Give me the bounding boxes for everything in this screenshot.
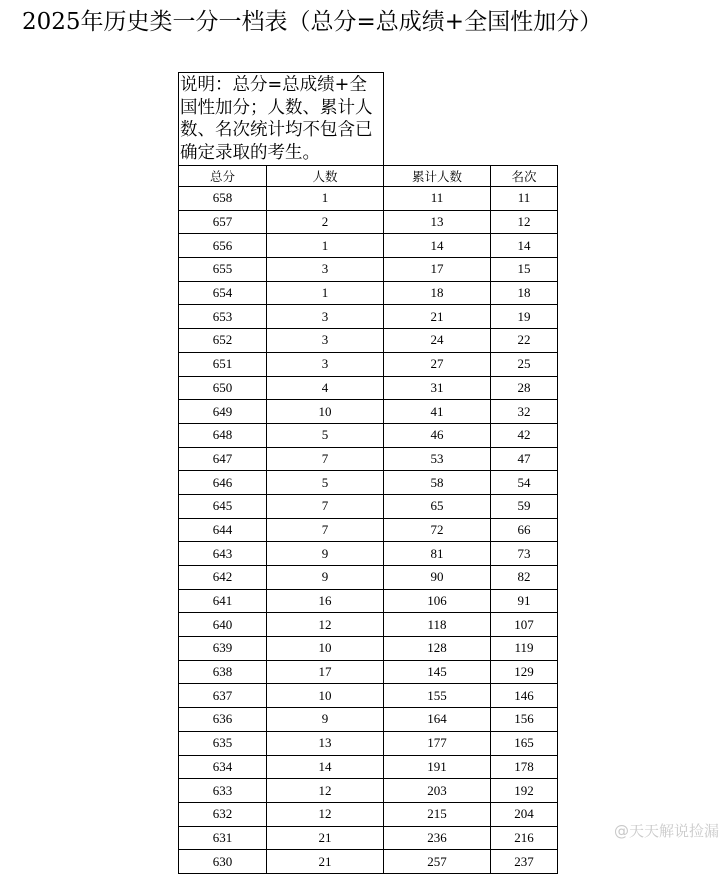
score-cell: 633 — [179, 779, 267, 803]
cumulative-cell: 53 — [384, 447, 491, 471]
score-table — [178, 72, 558, 874]
count-cell: 10 — [267, 684, 384, 708]
score-cell: 651 — [179, 352, 267, 376]
score-cell: 631 — [179, 826, 267, 850]
table-row — [179, 376, 558, 400]
table-row — [179, 684, 558, 708]
score-cell: 635 — [179, 731, 267, 755]
rank-cell: 216 — [491, 826, 558, 850]
cumulative-cell: 72 — [384, 518, 491, 542]
score-cell: 653 — [179, 305, 267, 329]
table-row — [179, 542, 558, 566]
score-cell: 630 — [179, 850, 267, 874]
score-cell: 636 — [179, 708, 267, 732]
count-cell: 3 — [267, 352, 384, 376]
rank-cell: 54 — [491, 471, 558, 495]
count-cell: 10 — [267, 637, 384, 661]
cumulative-cell: 118 — [384, 613, 491, 637]
cumulative-cell: 27 — [384, 352, 491, 376]
rank-cell: 129 — [491, 660, 558, 684]
rank-cell: 66 — [491, 518, 558, 542]
rank-cell: 156 — [491, 708, 558, 732]
count-cell: 14 — [267, 755, 384, 779]
count-cell: 3 — [267, 305, 384, 329]
rank-cell: 146 — [491, 684, 558, 708]
score-cell: 655 — [179, 258, 267, 282]
count-cell: 9 — [267, 542, 384, 566]
cumulative-cell: 41 — [384, 400, 491, 424]
rank-cell: 237 — [491, 850, 558, 874]
cumulative-cell: 215 — [384, 802, 491, 826]
cumulative-cell: 164 — [384, 708, 491, 732]
count-cell: 1 — [267, 187, 384, 211]
table-row — [179, 281, 558, 305]
score-cell: 654 — [179, 281, 267, 305]
rank-cell: 14 — [491, 234, 558, 258]
rank-cell: 22 — [491, 329, 558, 353]
score-cell: 657 — [179, 210, 267, 234]
rank-cell: 19 — [491, 305, 558, 329]
cumulative-cell: 155 — [384, 684, 491, 708]
table-row — [179, 779, 558, 803]
cumulative-cell: 203 — [384, 779, 491, 803]
count-cell: 21 — [267, 826, 384, 850]
blank-cell — [384, 73, 558, 166]
table-row — [179, 352, 558, 376]
count-cell: 1 — [267, 234, 384, 258]
count-cell: 12 — [267, 779, 384, 803]
count-cell: 12 — [267, 613, 384, 637]
score-cell: 634 — [179, 755, 267, 779]
table-row — [179, 708, 558, 732]
count-cell: 7 — [267, 518, 384, 542]
score-cell: 647 — [179, 447, 267, 471]
cumulative-cell: 81 — [384, 542, 491, 566]
score-cell: 638 — [179, 660, 267, 684]
rank-cell: 204 — [491, 802, 558, 826]
header-row — [179, 166, 558, 187]
table-row — [179, 471, 558, 495]
score-cell: 648 — [179, 423, 267, 447]
cumulative-cell: 177 — [384, 731, 491, 755]
count-cell: 9 — [267, 566, 384, 590]
table-row — [179, 755, 558, 779]
score-cell: 646 — [179, 471, 267, 495]
count-cell: 7 — [267, 447, 384, 471]
cumulative-cell: 257 — [384, 850, 491, 874]
count-cell: 10 — [267, 400, 384, 424]
count-cell: 5 — [267, 423, 384, 447]
score-cell: 658 — [179, 187, 267, 211]
score-cell: 644 — [179, 518, 267, 542]
score-cell: 637 — [179, 684, 267, 708]
rank-cell: 47 — [491, 447, 558, 471]
score-cell: 656 — [179, 234, 267, 258]
rank-cell: 119 — [491, 637, 558, 661]
cumulative-cell: 65 — [384, 494, 491, 518]
count-cell: 2 — [267, 210, 384, 234]
header-score: 总分 — [179, 166, 267, 187]
rank-cell: 18 — [491, 281, 558, 305]
count-cell: 3 — [267, 329, 384, 353]
table-row — [179, 660, 558, 684]
count-cell: 12 — [267, 802, 384, 826]
rank-cell: 192 — [491, 779, 558, 803]
cumulative-cell: 145 — [384, 660, 491, 684]
table-row — [179, 802, 558, 826]
rank-cell: 107 — [491, 613, 558, 637]
table-note: 说明：总分=总成绩+全国性加分；人数、累计人数、名次统计均不包含已确定录取的考生。 — [179, 73, 384, 166]
cumulative-cell: 11 — [384, 187, 491, 211]
table-row — [179, 589, 558, 613]
score-cell: 650 — [179, 376, 267, 400]
rank-cell: 42 — [491, 423, 558, 447]
count-cell: 16 — [267, 589, 384, 613]
cumulative-cell: 21 — [384, 305, 491, 329]
rank-cell: 28 — [491, 376, 558, 400]
score-cell: 641 — [179, 589, 267, 613]
count-cell: 21 — [267, 850, 384, 874]
table-row — [179, 210, 558, 234]
rank-cell: 25 — [491, 352, 558, 376]
score-cell: 645 — [179, 494, 267, 518]
table-row — [179, 731, 558, 755]
table-row — [179, 494, 558, 518]
cumulative-cell: 106 — [384, 589, 491, 613]
rank-cell: 73 — [491, 542, 558, 566]
score-cell: 649 — [179, 400, 267, 424]
cumulative-cell: 13 — [384, 210, 491, 234]
count-cell: 7 — [267, 494, 384, 518]
table-row — [179, 518, 558, 542]
cumulative-cell: 46 — [384, 423, 491, 447]
header-rank: 名次 — [491, 166, 558, 187]
rank-cell: 15 — [491, 258, 558, 282]
table-row — [179, 447, 558, 471]
table-row — [179, 423, 558, 447]
table-row — [179, 613, 558, 637]
table-row — [179, 329, 558, 353]
count-cell: 1 — [267, 281, 384, 305]
table-row — [179, 566, 558, 590]
table-row — [179, 305, 558, 329]
rank-cell: 82 — [491, 566, 558, 590]
count-cell: 3 — [267, 258, 384, 282]
cumulative-cell: 24 — [384, 329, 491, 353]
note-row — [179, 73, 558, 166]
rank-cell: 91 — [491, 589, 558, 613]
score-cell: 642 — [179, 566, 267, 590]
table-row — [179, 637, 558, 661]
rank-cell: 11 — [491, 187, 558, 211]
score-cell: 639 — [179, 637, 267, 661]
table-row — [179, 234, 558, 258]
cumulative-cell: 128 — [384, 637, 491, 661]
rank-cell: 165 — [491, 731, 558, 755]
score-cell: 652 — [179, 329, 267, 353]
table-row — [179, 400, 558, 424]
table-row — [179, 258, 558, 282]
count-cell: 9 — [267, 708, 384, 732]
header-count: 人数 — [267, 166, 384, 187]
table-row — [179, 850, 558, 874]
cumulative-cell: 14 — [384, 234, 491, 258]
rank-cell: 59 — [491, 494, 558, 518]
rank-cell: 32 — [491, 400, 558, 424]
score-cell: 640 — [179, 613, 267, 637]
table-row — [179, 187, 558, 211]
rank-cell: 12 — [491, 210, 558, 234]
page-title: 2025年历史类一分一档表（总分=总成绩+全国性加分） — [22, 9, 603, 35]
cumulative-cell: 58 — [384, 471, 491, 495]
score-cell: 643 — [179, 542, 267, 566]
cumulative-cell: 18 — [384, 281, 491, 305]
count-cell: 5 — [267, 471, 384, 495]
header-cumulative: 累计人数 — [384, 166, 491, 187]
count-cell: 17 — [267, 660, 384, 684]
cumulative-cell: 90 — [384, 566, 491, 590]
cumulative-cell: 17 — [384, 258, 491, 282]
rank-cell: 178 — [491, 755, 558, 779]
cumulative-cell: 31 — [384, 376, 491, 400]
cumulative-cell: 191 — [384, 755, 491, 779]
table-row — [179, 826, 558, 850]
watermark: @天天解说捡漏 — [613, 822, 719, 840]
score-cell: 632 — [179, 802, 267, 826]
count-cell: 13 — [267, 731, 384, 755]
count-cell: 4 — [267, 376, 384, 400]
cumulative-cell: 236 — [384, 826, 491, 850]
